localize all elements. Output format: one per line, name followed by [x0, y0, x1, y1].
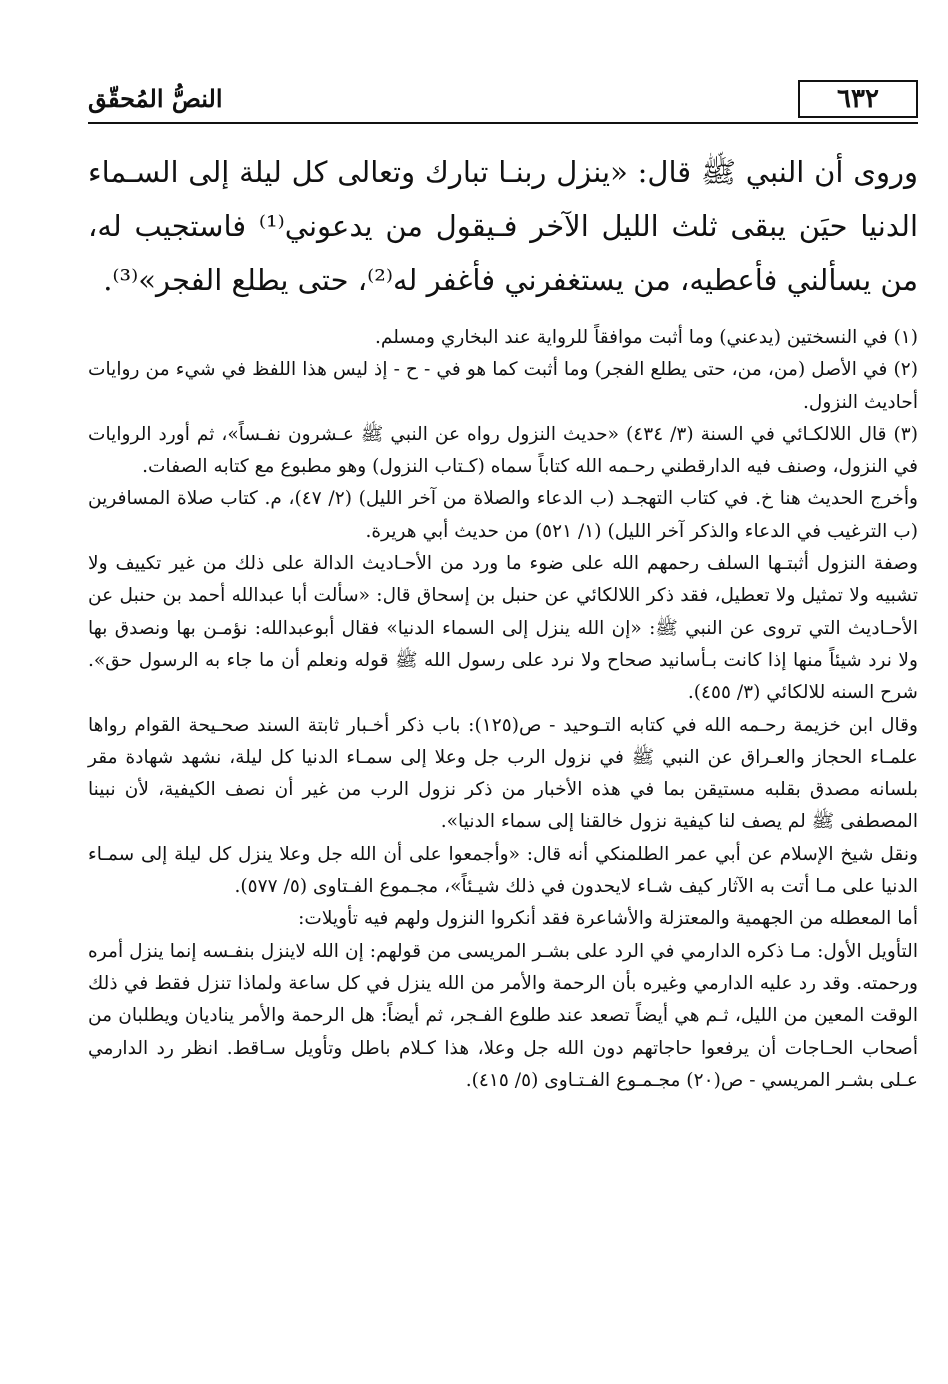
page-number: ٦٣٢ [798, 80, 918, 118]
header-rule [88, 122, 918, 124]
footnote-1: (١) في النسختين (يدعني) وما أثبت موافقاً للرواية عند البخاري ومسلم. [374, 327, 918, 348]
footnotes [88, 322, 918, 1097]
footnote-3-muattilah: أما المعطله من الجهمية والمعتزلة والأشاعرة فقد أنكروا النزول ولهم فيه تأويلات: [298, 908, 918, 930]
running-title: النصُّ المُحقّق [88, 84, 223, 113]
footnote-3-talamanki: ونقل شيخ الإسلام عن أبي عمر الطلمنكي أنه قال: «وأجمعوا على أن الله جل وعلا ينزل كل ليلة إلى سمـاء الدنيا على مـا أتت به الآثار كيف شـاء لايحدون في ذلك شيـئاً»، مجـموع الفـتاوى (٥/ ٥٧٧). [88, 843, 918, 898]
page-header [88, 70, 918, 130]
footnote-3-takhrij: وأخرج الحديث هنا خ. في كتاب التهجـد (ب الدعاء والصلاة من آخر الليل) (٢/ ٤٧)، م. كتاب صلاة المسافرين (ب الترغيب في الدعاء والذكر آخر الليل) (١/ ٥٢١) من حديث أبي هريرة. [88, 488, 918, 542]
main-paragraph: وروى أن النبي ﷺ قال: «ينزل ربنـا تبارك وتعالى كل ليلة إلى السـماء الدنيا حيَن يبقى ثلث الليل الآخر فـيقول من يدعوني⁽¹⁾ فاستجيب له، من يسألني فأعطيه، من يستغفرني فأغفر له⁽²⁾، حتى يطلع الفجر»⁽³⁾. [88, 155, 918, 297]
footnote-3-ibn-khuzaymah: وقال ابن خزيمة رحـمه الله في كتابه التـوحيد - ص(١٢٥): باب ذكر أخـبار ثابتة السند صحـيحة القوام رواها علمـاء الحجاز والعـراق عن النبي ﷺ في نزول الرب جل وعلا إلى سمـاء الدنيا كل ليلة، نشهد شهادة مقر بلسانه مصدق بقلبه مستيقن بما في هذه الأخبار من ذكر نزول الرب من غير أن نصف الكيفية، لأن نبينا المصطفى ﷺ لم يصف لنا كيفية نزول خالقنا إلى سماء الدنيا». [88, 714, 918, 833]
footnote-3-tawil-1: التأويل الأول: مـا ذكره الدارمي في الرد على بشـر المريسى من قولهم: إن الله لاينزل بنفـسه إنما ينزل أمره ورحمته. وقد رد عليه الدارمي وغيره بأن الرحمة والأمر من الله ينزل في كل ساعة ولماذا تنزل فقط في ذلك الوقت المعين من الليل، ثـم هي أيضاً تصعد عند طلوع الفـجر، ثم أيضاً: هل الرحمة والأمر يناديان ويطلبان من أصحاب الحـاجات أن يرفعوا حاجاتهم دون الله جل وعلا، هذا كـلام باطل وتأويل سـاقط. انظر رد الدارمي عـلى بشـر المريسي - ص(٢٠) مجـمـوع الفـتـاوى (٥/ ٤١٥). [88, 940, 918, 1091]
footnote-2: (٢) في الأصل (من، من، حتى يطلع الفجر) وما أثبت كما هو في - ح - إذ ليس هذا اللفظ في شيء من روايات أحاديث النزول. [88, 359, 918, 413]
footnote-3: (٣) قال اللالكـائي في السنة (٣/ ٤٣٤) «حديث النزول رواه عن النبي ﷺ عـشرون نفـساً»، ثم أورد الروايات في النزول، وصنف فيه الدارقطني رحـمه الله كتاباً سماه (كـتاب النزول) وهو مطبوع مع كتابه الصفات. [88, 423, 918, 478]
main-text [88, 145, 918, 307]
footnote-3-salaf: وصفة النزول أثبتـها السلف رحمهم الله على ضوء ما ورد من الأحـاديث الدالة على ذلك من غير تكييف ولا تشبيه ولا تمثيل ولا تعطيل، فقد ذكر اللالكائي عن حنبل بن إسحاق قال: «سألت أبا عبدالله أحمد بن حنبل عن الأحـاديث التي تروى عن النبي ﷺ: «إن الله ينزل إلى السماء الدنيا» فقال أبوعبدالله: نؤمـن بها ونصدق بها ولا نرد شيئاً منها إذا كانت بـأسانيد صحاح ولا نرد على رسول الله ﷺ قوله ونعلم أن ما جاء به الرسول حق». شرح السنه للالكائي (٣/ ٤٥٥). [88, 553, 918, 704]
